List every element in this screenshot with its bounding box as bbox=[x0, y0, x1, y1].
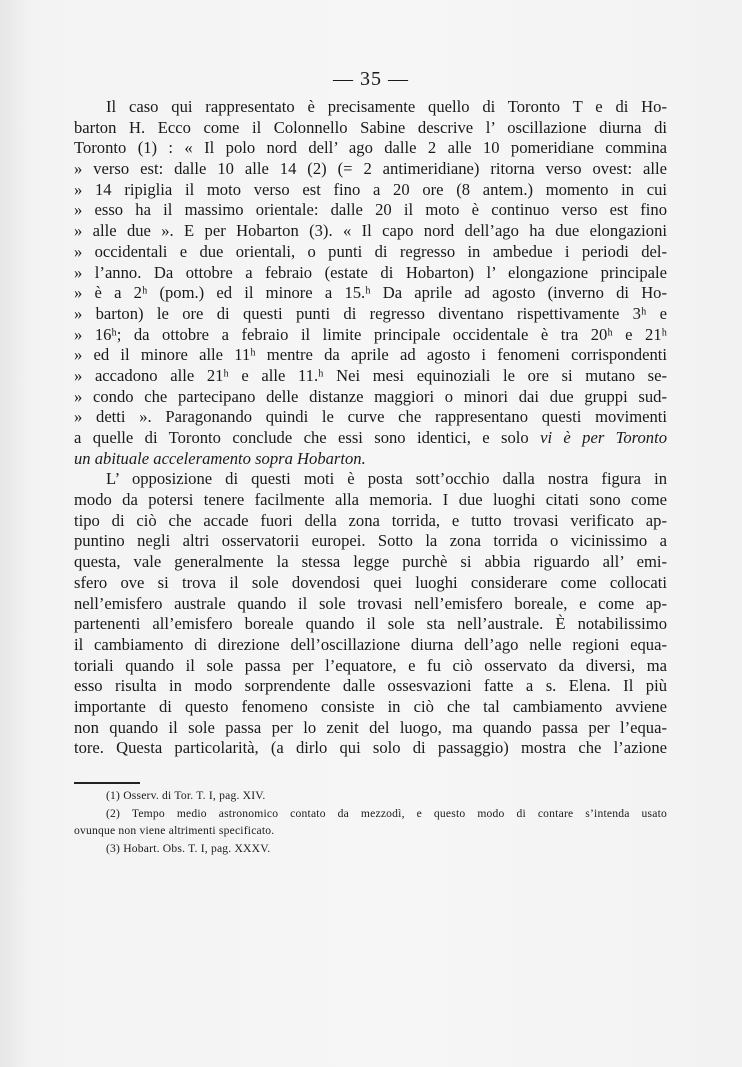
body-text bbox=[74, 97, 667, 759]
footnote-divider bbox=[74, 782, 140, 784]
text-line: » verso est: dalle 10 alle 14 (2) (= 2 antimeridiane) ritorna verso ovest: alle bbox=[74, 159, 667, 179]
text-line: tipo di ciò che accade fuori della zona torrida, e tutto trovasi verificato ap- bbox=[74, 510, 667, 530]
text-line: toriali quando il sole passa per l’equatore, e fu ciò osservato da diversi, ma bbox=[74, 655, 667, 675]
text-line: questa, vale generalmente la stessa legge purchè si abbia riguardo all’ emi- bbox=[74, 552, 667, 572]
footnote-1: (1) Osserv. di Tor. T. I, pag. XIV. bbox=[106, 789, 266, 802]
text-line: » esso ha il massimo orientale: dalle 20 il moto è continuo verso est fino bbox=[74, 200, 667, 220]
text-line: » condo che partecipano delle distanze maggiori o minori dai due gruppi sud- bbox=[74, 386, 667, 406]
text-line bbox=[74, 428, 667, 449]
text-line: » 14 ripiglia il moto verso est fino a 20 ore (8 antem.) momento in cui bbox=[74, 179, 667, 199]
text-line: » accadono alle 21ʰ e alle 11.ʰ Nei mesi equinoziali le ore si mutano se- bbox=[74, 365, 667, 385]
text-line: » barton) le ore di questi punti di regresso diventano rispettivamente 3ʰ e bbox=[74, 303, 667, 323]
text-segment: a quelle di Toronto conclude che essi sono identici, e solo bbox=[74, 428, 529, 447]
text-line: sfero ove si trova il sole dovendosi quei luoghi considerare come collocati bbox=[74, 572, 667, 592]
text-line: nell’emisfero australe quando il sole trovasi nell’emisfero boreale, e come ap- bbox=[74, 593, 667, 613]
text-line: tore. Questa particolarità, (a dirlo qui solo di passaggio) mostra che l’azione bbox=[74, 738, 667, 758]
text-line: » ed il minore alle 11ʰ mentre da aprile ad agosto i fenomeni corrispondenti bbox=[74, 345, 667, 365]
footnotes bbox=[74, 787, 667, 857]
text-line: Il caso qui rappresentato è precisamente quello di Toronto T e di Ho- bbox=[106, 97, 667, 116]
footnote-2: (2) Tempo medio astronomico contato da mezzodì, e questo modo di contare s’intenda usato bbox=[106, 806, 667, 820]
text-line: non quando il sole passa per lo zenit del luogo, ma quando passa per l’equa- bbox=[74, 717, 667, 737]
text-line: importante di questo fenomeno consiste in ciò che tal cambiamento avviene bbox=[74, 696, 667, 716]
text-line: barton H. Ecco come il Colonnello Sabine descrive l’ oscillazione diurna di bbox=[74, 117, 667, 137]
text-line: puntino negli altri osservatorii europei. Sotto la zona torrida o vicinissimo a bbox=[74, 531, 667, 551]
text-line: » 16ʰ; da ottobre a febraio il limite principale occidentale è tra 20ʰ e 21ʰ bbox=[74, 324, 667, 344]
footnote-2-continuation: ovunque non viene altrimenti specificato. bbox=[74, 824, 275, 837]
text-line: partenenti all’emisfero boreale quando il sole sta nell’australe. È notabilissimo bbox=[74, 614, 667, 634]
text-line: il cambiamento di direzione dell’oscillazione diurna dell’ago nelle regioni equa- bbox=[74, 634, 667, 654]
text-line: Toronto (1) : « Il polo nord dell’ ago dalle 2 alle 10 pomeridiane commina bbox=[74, 138, 667, 158]
text-line: » detti ». Paragonando quindi le curve che rappresentano questi movimenti bbox=[74, 407, 667, 427]
text-line: » l’anno. Da ottobre a febraio (estate di Hobarton) l’ elongazione principale bbox=[74, 262, 667, 282]
text-line: modo da potersi tenere facilmente alla memoria. I due luoghi citati sono come bbox=[74, 490, 667, 510]
page-number: — 35 — bbox=[333, 68, 409, 90]
footnote-3: (3) Hobart. Obs. T. I, pag. XXXV. bbox=[106, 841, 271, 855]
text-line: » occidentali e due orientali, o punti di regresso in ambedue i periodi del- bbox=[74, 241, 667, 261]
italic-segment: vi è per Toronto bbox=[540, 428, 668, 447]
text-line: » alle due ». E per Hobarton (3). « Il capo nord dell’ago ha due elongazioni bbox=[74, 221, 667, 241]
text-line-italic: un abituale acceleramento sopra Hobarton. bbox=[74, 448, 366, 468]
text-line: » è a 2ʰ (pom.) ed il minore a 15.ʰ Da aprile ad agosto (inverno di Ho- bbox=[74, 283, 667, 303]
text-line: esso risulta in modo sorprendente dalle ossesvazioni fatte a s. Elena. Il più bbox=[74, 676, 667, 696]
text-line: L’ opposizione di questi moti è posta sott’occhio dalla nostra figura in bbox=[106, 469, 667, 489]
